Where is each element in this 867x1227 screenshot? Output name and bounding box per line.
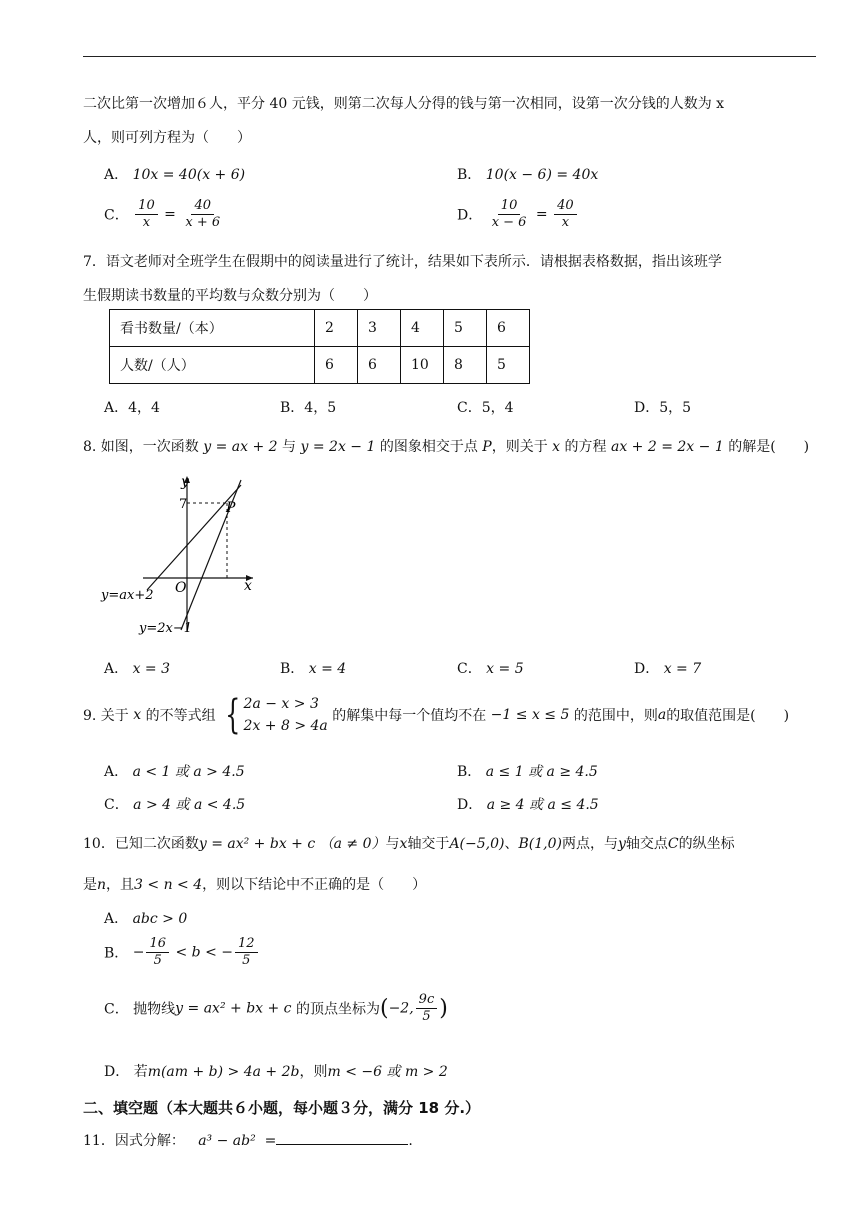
q10-option-b: B． − $\frac{16}{5}$ < b < − $\frac{12}{5}$ — [104, 936, 260, 969]
graph-line1-label: y=ax+2 — [101, 588, 154, 603]
q6-option-d: D． $\frac{10}{x - 6}$ = $\frac{40}{x}$ — [457, 198, 579, 231]
table-row — [110, 347, 530, 384]
section-2-heading: 二、填空题（本大题共６小题，每小题３分，满分 18 分.） — [83, 1099, 481, 1117]
table-cell: 看书数量/（本） — [110, 310, 315, 347]
graph-point-p: P — [226, 500, 236, 516]
q6-option-a: A． 10x = 40(x + 6) — [104, 167, 246, 183]
q8-stem: 8. 如图，一次函数 y = ax + 2 与 y = 2x − 1 的图象相交于点 P，则关于 x 的方程 ax + 2 = 2x − 1 的解是( ) — [83, 439, 810, 455]
q11-stem: 11．因式分解： a³ − ab² = . — [83, 1130, 413, 1150]
graph-tick-7: 7 — [179, 497, 188, 512]
q10-line1: 10．已知二次函数y = ax² + bx + c （a ≠ 0）与x轴交于A(−5,0)、B(1,0)两点，与y轴交点C的纵坐标 — [83, 836, 735, 852]
q8-option-c: C． x = 5 — [457, 661, 524, 677]
table-row — [110, 310, 530, 347]
q7-line1: 7．语文老师对全班学生在假期中的阅读量进行了统计，结果如下表所示．请根据表格数据，指出该班学 — [83, 254, 722, 270]
q6-line2: 人，则可列方程为（ ） — [83, 130, 251, 146]
table-cell: 5 — [487, 347, 530, 384]
q7-option-b: B．4，5 — [280, 400, 337, 416]
q10-line2: 是n，且3 < n < 4，则以下结论中不正确的是（ ） — [83, 877, 427, 893]
graph-x-label: x — [244, 578, 252, 594]
table-cell: 6 — [315, 347, 358, 384]
graph-y-label: y — [181, 474, 189, 490]
q9-option-b: B． a ≤ 1 或 a ≥ 4.5 — [457, 764, 598, 780]
q10-option-c: C． 抛物线y = ax² + bx + c 的顶点坐标为(−2, $\frac{9c}{5}$ ) — [104, 992, 448, 1024]
table-cell: 4 — [401, 310, 444, 347]
q9-option-d: D． a ≥ 4 或 a ≤ 4.5 — [457, 797, 599, 813]
q7-option-d: D．5，5 — [634, 400, 692, 416]
q6-line1: 二次比第一次增加６人，平分 40 元钱，则第二次每人分得的钱与第一次相同，设第一次分钱的人数为 x — [83, 96, 725, 112]
header-rule — [83, 56, 816, 57]
q8-option-b: B． x = 4 — [280, 661, 347, 677]
graph-origin-label: O — [175, 580, 187, 596]
q8-option-d: D． x = 7 — [634, 661, 702, 677]
table-cell: 8 — [444, 347, 487, 384]
table-cell: 10 — [401, 347, 444, 384]
q7-table — [109, 309, 530, 384]
q8-graph — [95, 472, 265, 642]
q6-option-b: B． 10(x − 6) = 40x — [457, 167, 599, 183]
table-cell: 6 — [487, 310, 530, 347]
q10-option-d: D． 若m(am + b) > 4a + 2b，则m < −6 或 m > 2 — [104, 1064, 448, 1080]
table-cell: 2 — [315, 310, 358, 347]
q9-option-a: A． a < 1 或 a > 4.5 — [104, 764, 245, 780]
q9-option-c: C． a > 4 或 a < 4.5 — [104, 797, 246, 813]
q7-line2: 生假期读书数量的平均数与众数分别为（ ） — [83, 288, 377, 304]
q8-option-a: A． x = 3 — [104, 661, 171, 677]
table-cell: 5 — [444, 310, 487, 347]
q9-stem: 9. 关于 x 的不等式组 { 2a − x > 3 2x + 8 > 4a 的解集中每一个值均不在 −1 ≤ x ≤ 5 的范围中，则a的取值范围是( ) — [83, 692, 790, 738]
q6-option-c: C． $\frac{10}{x}$ = $\frac{40}{x + 6}$ — [104, 198, 221, 230]
table-cell: 3 — [358, 310, 401, 347]
table-cell: 6 — [358, 347, 401, 384]
q7-option-c: C．5，4 — [457, 400, 514, 416]
q9-inequality-system: { 2a − x > 3 2x + 8 > 4a — [225, 692, 328, 738]
q11-answer-blank — [276, 1130, 408, 1145]
table-cell: 人数/（人） — [110, 347, 315, 384]
q7-option-a: A．4，4 — [104, 400, 160, 416]
graph-line2-label: y=2x−1 — [139, 621, 193, 636]
q10-option-a: A． abc > 0 — [104, 911, 188, 927]
